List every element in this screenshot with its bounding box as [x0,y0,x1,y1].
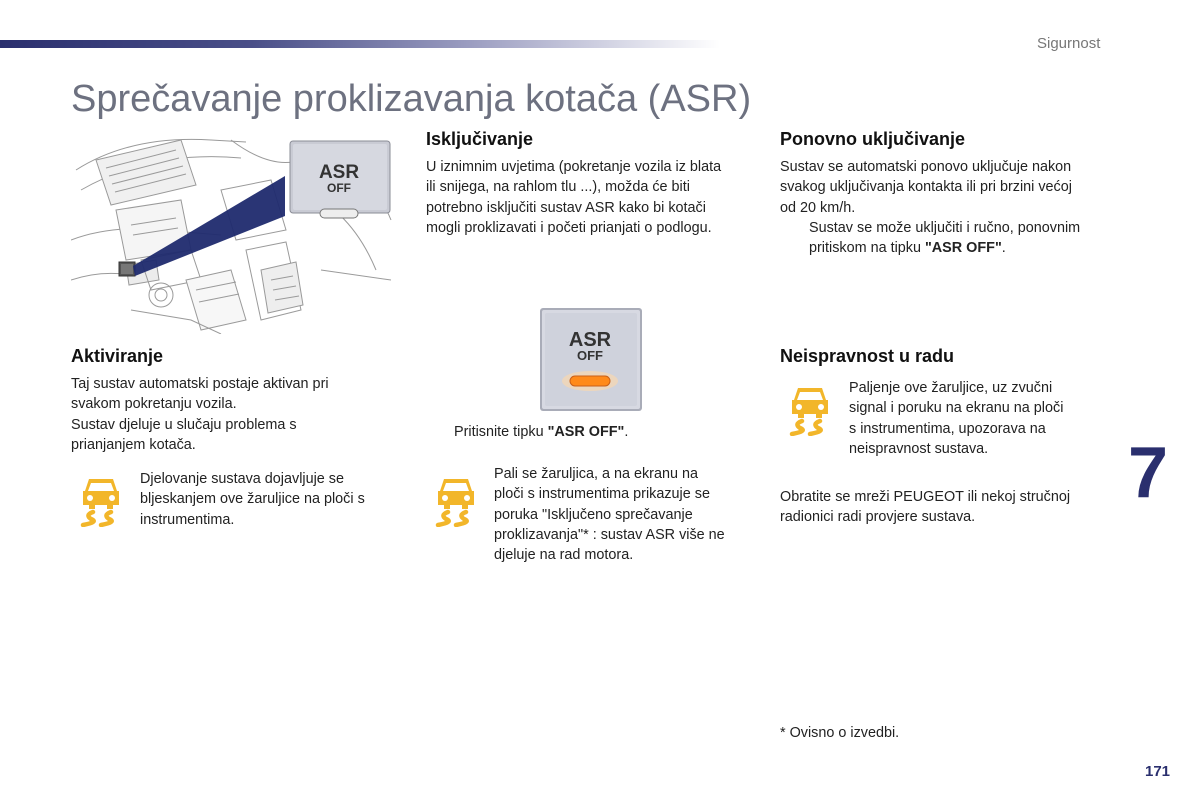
small-button-label-off: OFF [327,181,351,195]
iskljucivanje-bullet: Pritisnite tipku "ASR OFF". [454,424,629,440]
traction-warning-icon [432,475,480,527]
asr-button-label: ASR [568,329,612,351]
iskljucivanje-text: U iznimnim uvjetima (pokretanje vozila iz blata ili snijega, na rahlom tlu ...), možda će biti potrebno isključiti sustav ASR kako bi kotači mogli proklizavati i početi prianjati o podlogu. [426,159,722,236]
ponovno-text: Sustav se automatski ponovo uključuje nakon svakog uključivanja kontakta ili pri brzini većoj od 20 km/h. [780,159,1072,216]
section-label: Sigurnost [1037,35,1101,52]
chapter-number: 7 [1128,433,1169,513]
page-title: Sprečavanje proklizavanja kotača (ASR) [71,78,752,120]
ponovno-bullet: Sustav se može uključiti i ručno, ponovnim pritiskom na tipku "ASR OFF". [809,220,1081,257]
header-gradient-bar [0,40,720,48]
heading-ponovno: Ponovno uključivanje [780,129,966,149]
aktiviranje-text: Taj sustav automatski postaje aktivan pri svakom pokretanju vozila. Sustav djeluje u slučaju problema s prianjanjem kotača. [71,376,329,453]
page-number: 171 [1145,763,1171,780]
off-button-label: OFF [577,348,603,363]
asr-off-button[interactable] [540,308,642,411]
traction-warning-icon [77,475,125,527]
heading-aktiviranje: Aktiviranje [71,346,164,366]
footnote: * Ovisno o izvedbi. [780,725,900,741]
iskljucivanje-warning-text: Pali se žaruljica, a na ekranu na ploči s instrumentima prikazuje se poruka "Isključeno sprečavanje proklizavanja"* : sustav ASR više ne djeluje na rad motora. [494,466,725,564]
traction-warning-icon [786,384,834,436]
neispravnost-text: Obratite se mreži PEUGEOT ili nekoj stručnoj radionici radi provjere sustava. [780,489,1071,526]
dashboard-illustration [71,130,397,334]
heading-neispravnost: Neispravnost u radu [780,346,955,366]
heading-iskljucivanje: Isključivanje [426,129,534,149]
neispravnost-warning-text: Paljenje ove žaruljice, uz zvučni signal i poruku na ekranu na ploči s instrumentima, upozorava na neispravnost sustava. [849,380,1064,457]
aktiviranje-warning-text: Djelovanje sustava dojavljuje se bljeskanjem ove žaruljice na ploči s instrumentima. [140,471,365,528]
small-button-label-asr: ASR [318,162,360,183]
